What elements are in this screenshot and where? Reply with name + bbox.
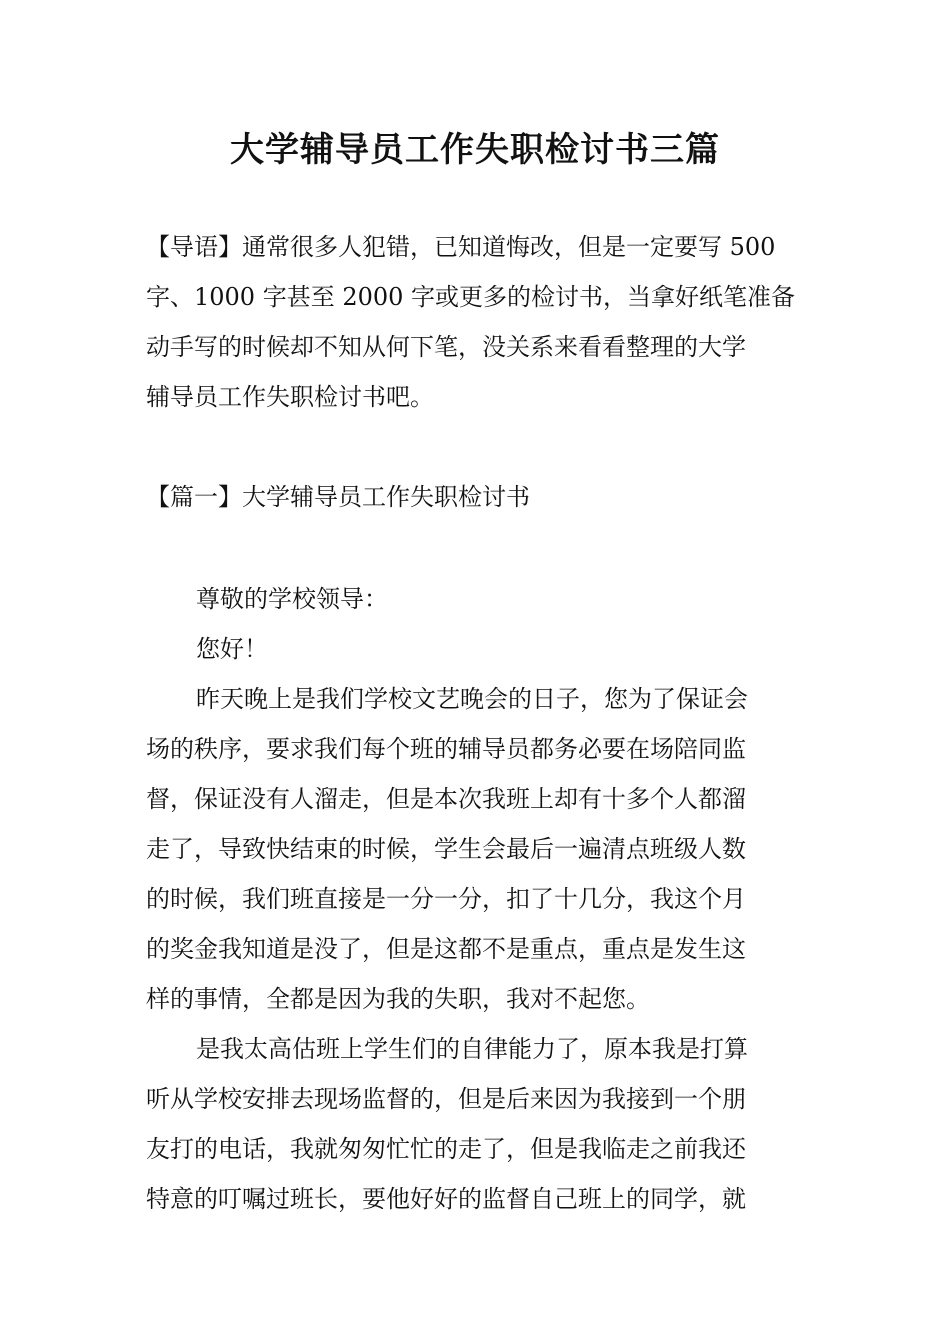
intro-line: 字、1000 字甚至 2000 字或更多的检讨书，当拿好纸笔准备 (146, 283, 796, 311)
paragraph-line: 是我太高估班上学生们的自律能力了，原本我是打算 (196, 1035, 748, 1063)
paragraph-line: 友打的电话，我就匆匆忙忙的走了，但是我临走之前我还 (146, 1135, 746, 1163)
paragraph-line: 的时候，我们班直接是一分一分，扣了十几分，我这个月 (146, 885, 746, 913)
intro-line: 【导语】通常很多人犯错，已知道悔改，但是一定要写 500 (146, 233, 776, 261)
section-heading-block (146, 472, 808, 522)
paragraph-line: 听从学校安排去现场监督的，但是后来因为我接到一个朋 (146, 1085, 746, 1113)
paragraph-line: 样的事情，全都是因为我的失职，我对不起您。 (146, 985, 650, 1013)
section-heading: 【篇一】大学辅导员工作失职检讨书 (146, 483, 530, 511)
paragraph-line: 场的秩序，要求我们每个班的辅导员都务必要在场陪同监 (146, 735, 746, 763)
intro-paragraph (146, 222, 808, 422)
greeting: 您好！ (196, 635, 268, 663)
intro-line: 辅导员工作失职检讨书吧。 (146, 383, 434, 411)
letter-opening (146, 574, 808, 674)
document-title: 大学辅导员工作失职检讨书三篇 (230, 130, 720, 170)
paragraph-line: 走了，导致快结束的时候，学生会最后一遍清点班级人数 (146, 835, 746, 863)
salutation: 尊敬的学校领导： (196, 585, 388, 613)
intro-line: 动手写的时候却不知从何下笔，没关系来看看整理的大学 (146, 333, 746, 361)
body-paragraph-1 (146, 674, 808, 1024)
paragraph-line: 督，保证没有人溜走，但是本次我班上却有十多个人都溜 (146, 785, 746, 813)
body-paragraph-2 (146, 1024, 808, 1224)
paragraph-line: 昨天晚上是我们学校文艺晚会的日子，您为了保证会 (196, 685, 748, 713)
paragraph-line: 特意的叮嘱过班长，要他好好的监督自己班上的同学，就 (146, 1185, 746, 1213)
paragraph-line: 的奖金我知道是没了，但是这都不是重点，重点是发生这 (146, 935, 746, 963)
